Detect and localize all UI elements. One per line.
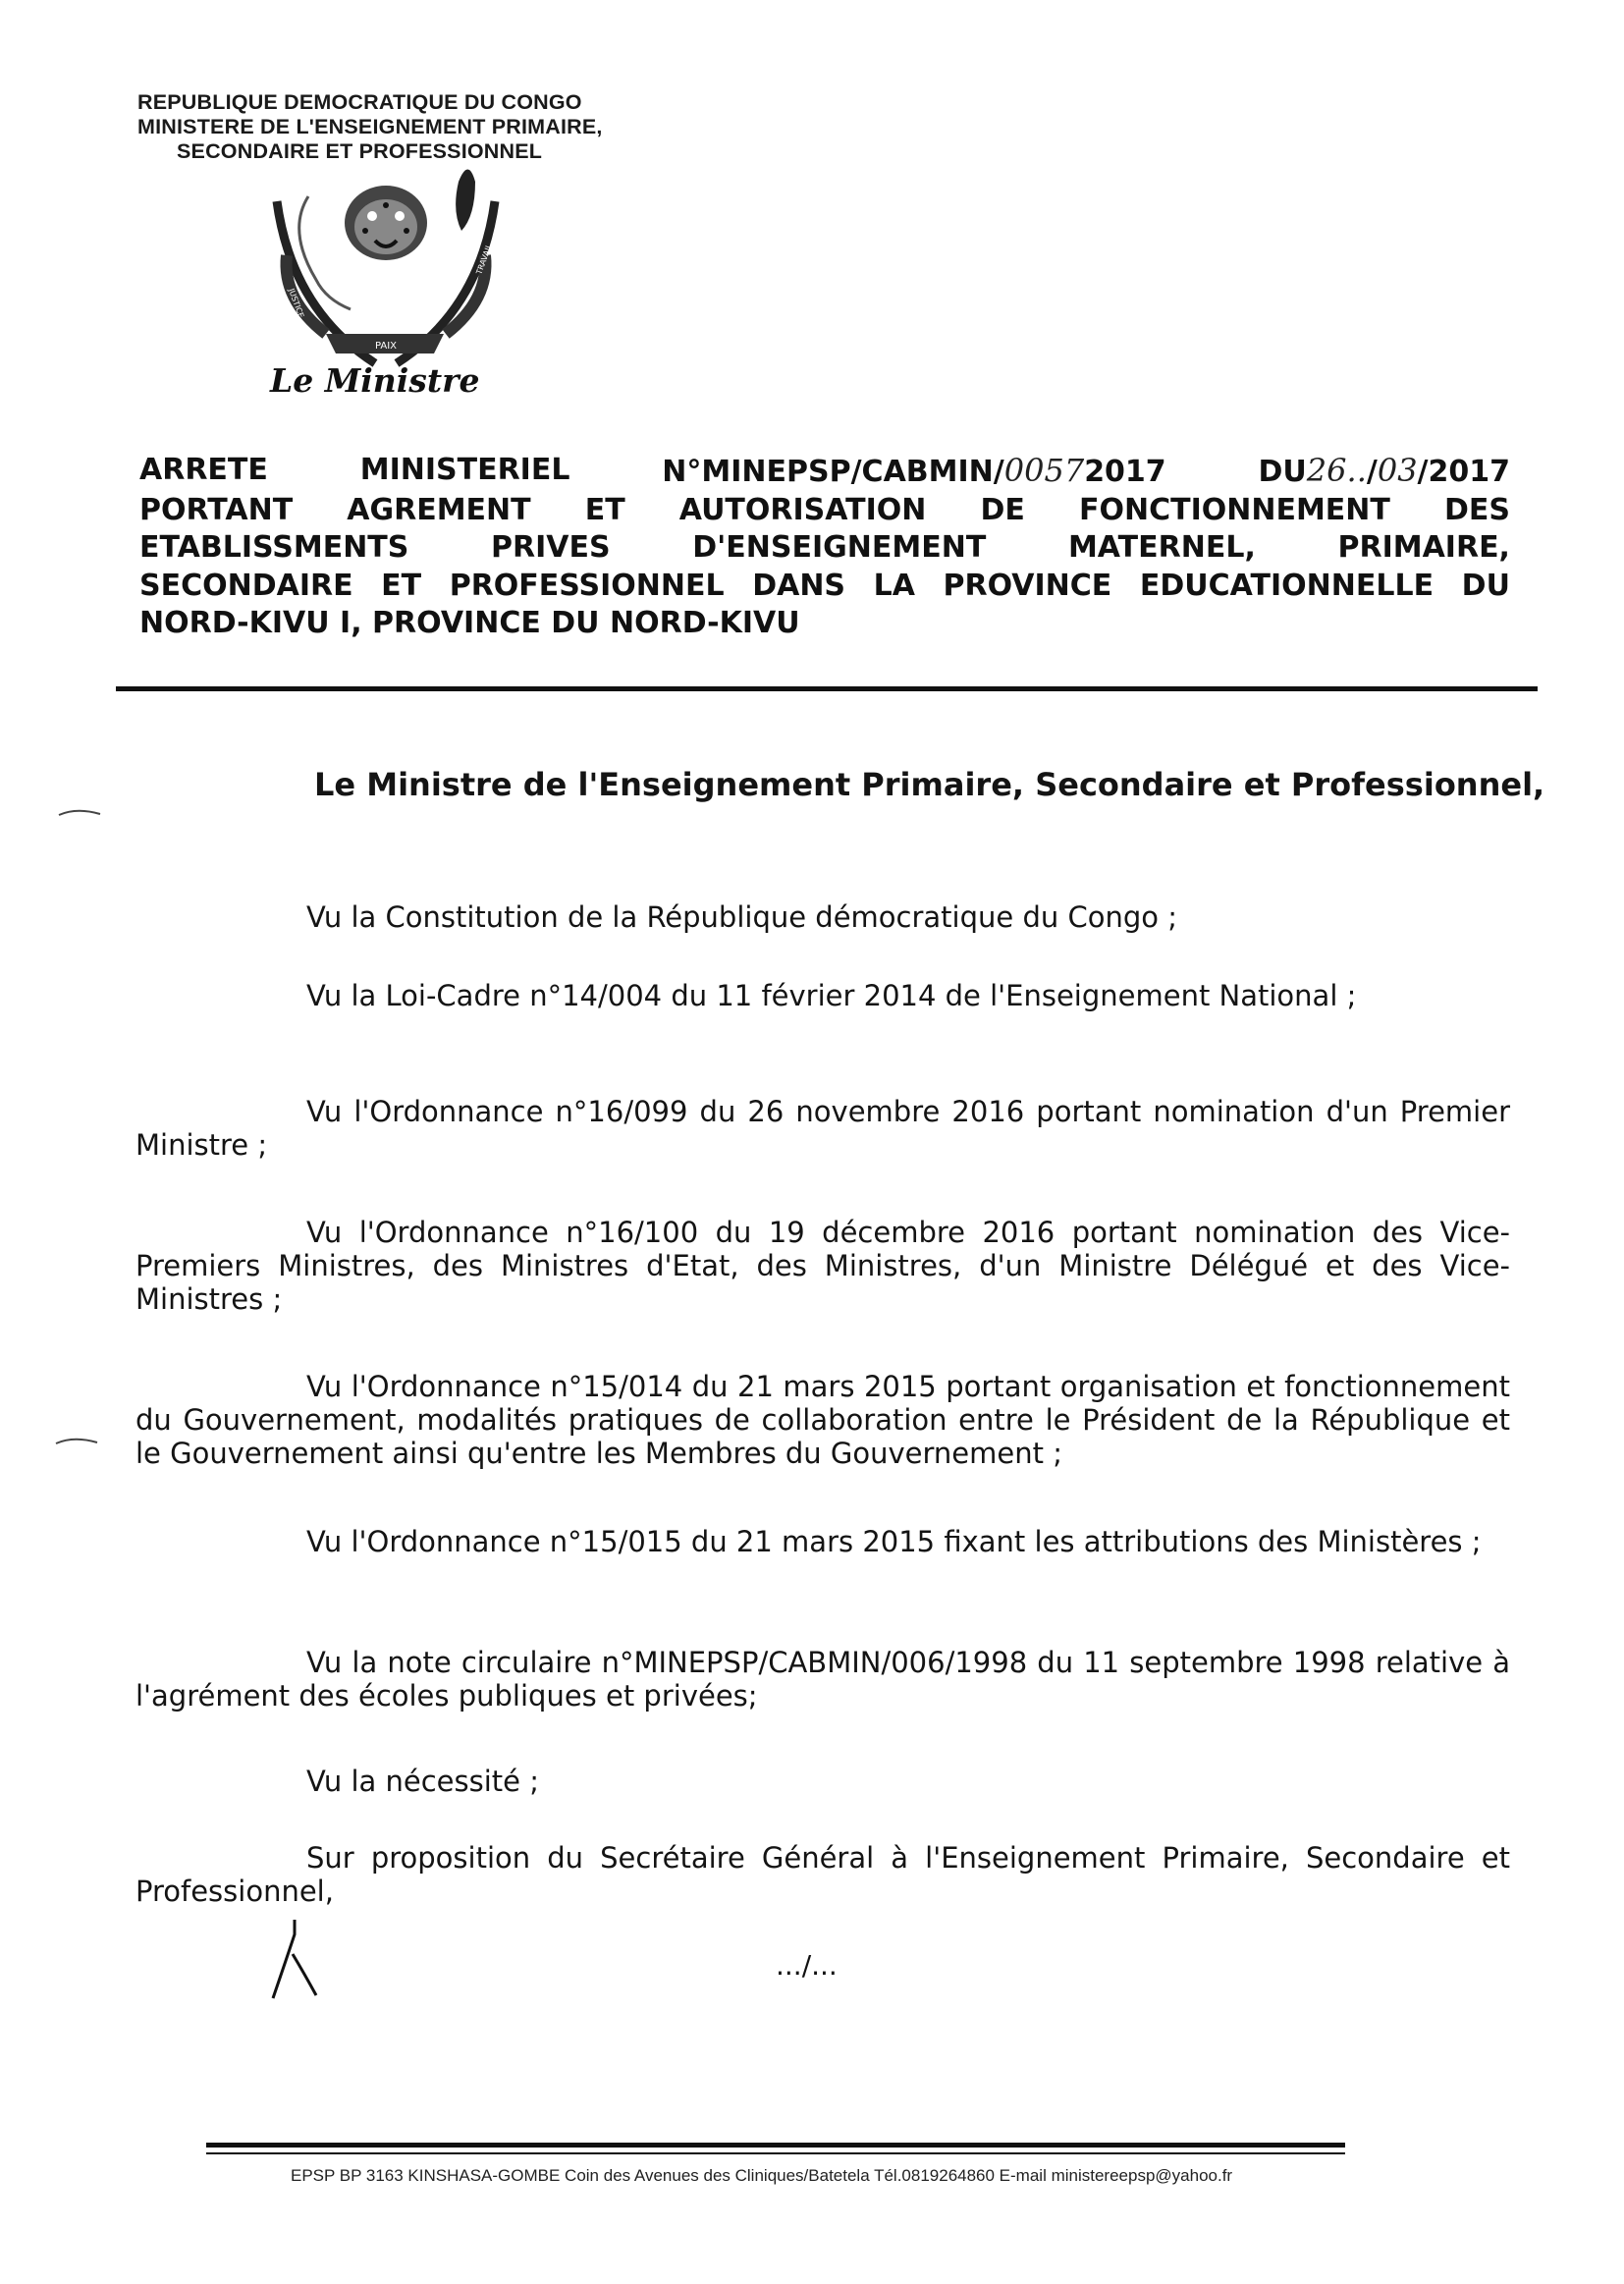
- recital-ordonnance-15-015: Vu l'Ordonnance n°15/015 du 21 mars 2015 fixant les attributions des Ministères ;: [306, 1525, 1482, 1558]
- minister-signature-text: Le Ministre: [270, 361, 480, 400]
- title-divider: [116, 686, 1538, 691]
- handwritten-month: 03: [1377, 452, 1418, 489]
- letterhead: [137, 90, 603, 164]
- decree-title: [139, 452, 1510, 643]
- motto-right: TRAVAIL: [474, 243, 494, 276]
- scan-margin-mark: [54, 1436, 99, 1445]
- recital-ordonnance-16-099: Vu l'Ordonnance n°16/099 du 26 novembre 2016 portant nomination d'un Premier Ministre ;: [135, 1095, 1510, 1162]
- letterhead-ministry: MINISTERE DE L'ENSEIGNEMENT PRIMAIRE,: [137, 115, 603, 138]
- recital-constitution: Vu la Constitution de la République démocratique du Congo ;: [306, 900, 1177, 934]
- title-line-5: NORD-KIVU I, PROVINCE DU NORD-KIVU: [139, 606, 800, 640]
- recital-proposition: Sur proposition du Secrétaire Général à l'Enseignement Primaire, Secondaire et Professionnel,: [135, 1841, 1510, 1908]
- handwritten-initial-icon: [265, 1915, 324, 2003]
- footer-divider: [206, 2143, 1345, 2148]
- leopard-coat-of-arms-icon: [257, 162, 514, 373]
- handwritten-day: 26..: [1306, 452, 1367, 489]
- recital-loi-cadre: Vu la Loi-Cadre n°14/004 du 11 février 2014 de l'Enseignement National ;: [306, 979, 1357, 1012]
- recital-note-circulaire: Vu la note circulaire n°MINEPSP/CABMIN/006/1998 du 11 septembre 1998 relative à l'agrément des écoles publiques et privées;: [135, 1646, 1510, 1713]
- title-line-4: SECONDAIRE ET PROFESSIONNEL DANS LA PROVINCE EDUCATIONNELLE DU: [139, 568, 1510, 603]
- scan-margin-mark: [57, 807, 102, 817]
- title-line-2: PORTANT AGREMENT ET AUTORISATION DE FONCTIONNEMENT DES: [139, 492, 1510, 527]
- letterhead-country: REPUBLIQUE DEMOCRATIQUE DU CONGO: [137, 90, 582, 114]
- title-line-1: ARRETE MINISTERIEL N°MINEPSP/CABMIN/00572017 DU26../03/2017: [139, 452, 1510, 489]
- handwritten-decree-number: 0057: [1003, 452, 1085, 489]
- continuation-marker: .../...: [776, 1949, 838, 1982]
- motto-center: PAIX: [374, 341, 398, 352]
- footer-contact: EPSP BP 3163 KINSHASA-GOMBE Coin des Avenues des Cliniques/Batetela Tél.0819264860 E-mail ministereepsp@yahoo.fr: [291, 2166, 1233, 2185]
- motto-left: JUSTICE: [287, 287, 306, 319]
- recital-necessite: Vu la nécessité ;: [306, 1765, 539, 1798]
- recital-ordonnance-16-100: Vu l'Ordonnance n°16/100 du 19 décembre 2016 portant nomination des Vice-Premiers Ministres, des Ministres d'Etat, des Ministres, d'un Ministre Délégué et des Vice-Ministres ;: [135, 1216, 1510, 1316]
- recital-ordonnance-15-014: Vu l'Ordonnance n°15/014 du 21 mars 2015 portant organisation et fonctionnement du Gouvernement, modalités pratiques de collaboration entre le Président de la République et le Gouvernement ainsi qu'entre les Membres du Gouvernement ;: [135, 1370, 1510, 1470]
- minister-heading: Le Ministre de l'Enseignement Primaire, Secondaire et Professionnel,: [314, 766, 1545, 803]
- title-line-3: ETABLISSMENTS PRIVES D'ENSEIGNEMENT MATERNEL, PRIMAIRE,: [139, 530, 1510, 565]
- footer-divider-thin: [206, 2152, 1345, 2154]
- letterhead-ministry-cont: SECONDAIRE ET PROFESSIONNEL: [177, 139, 543, 163]
